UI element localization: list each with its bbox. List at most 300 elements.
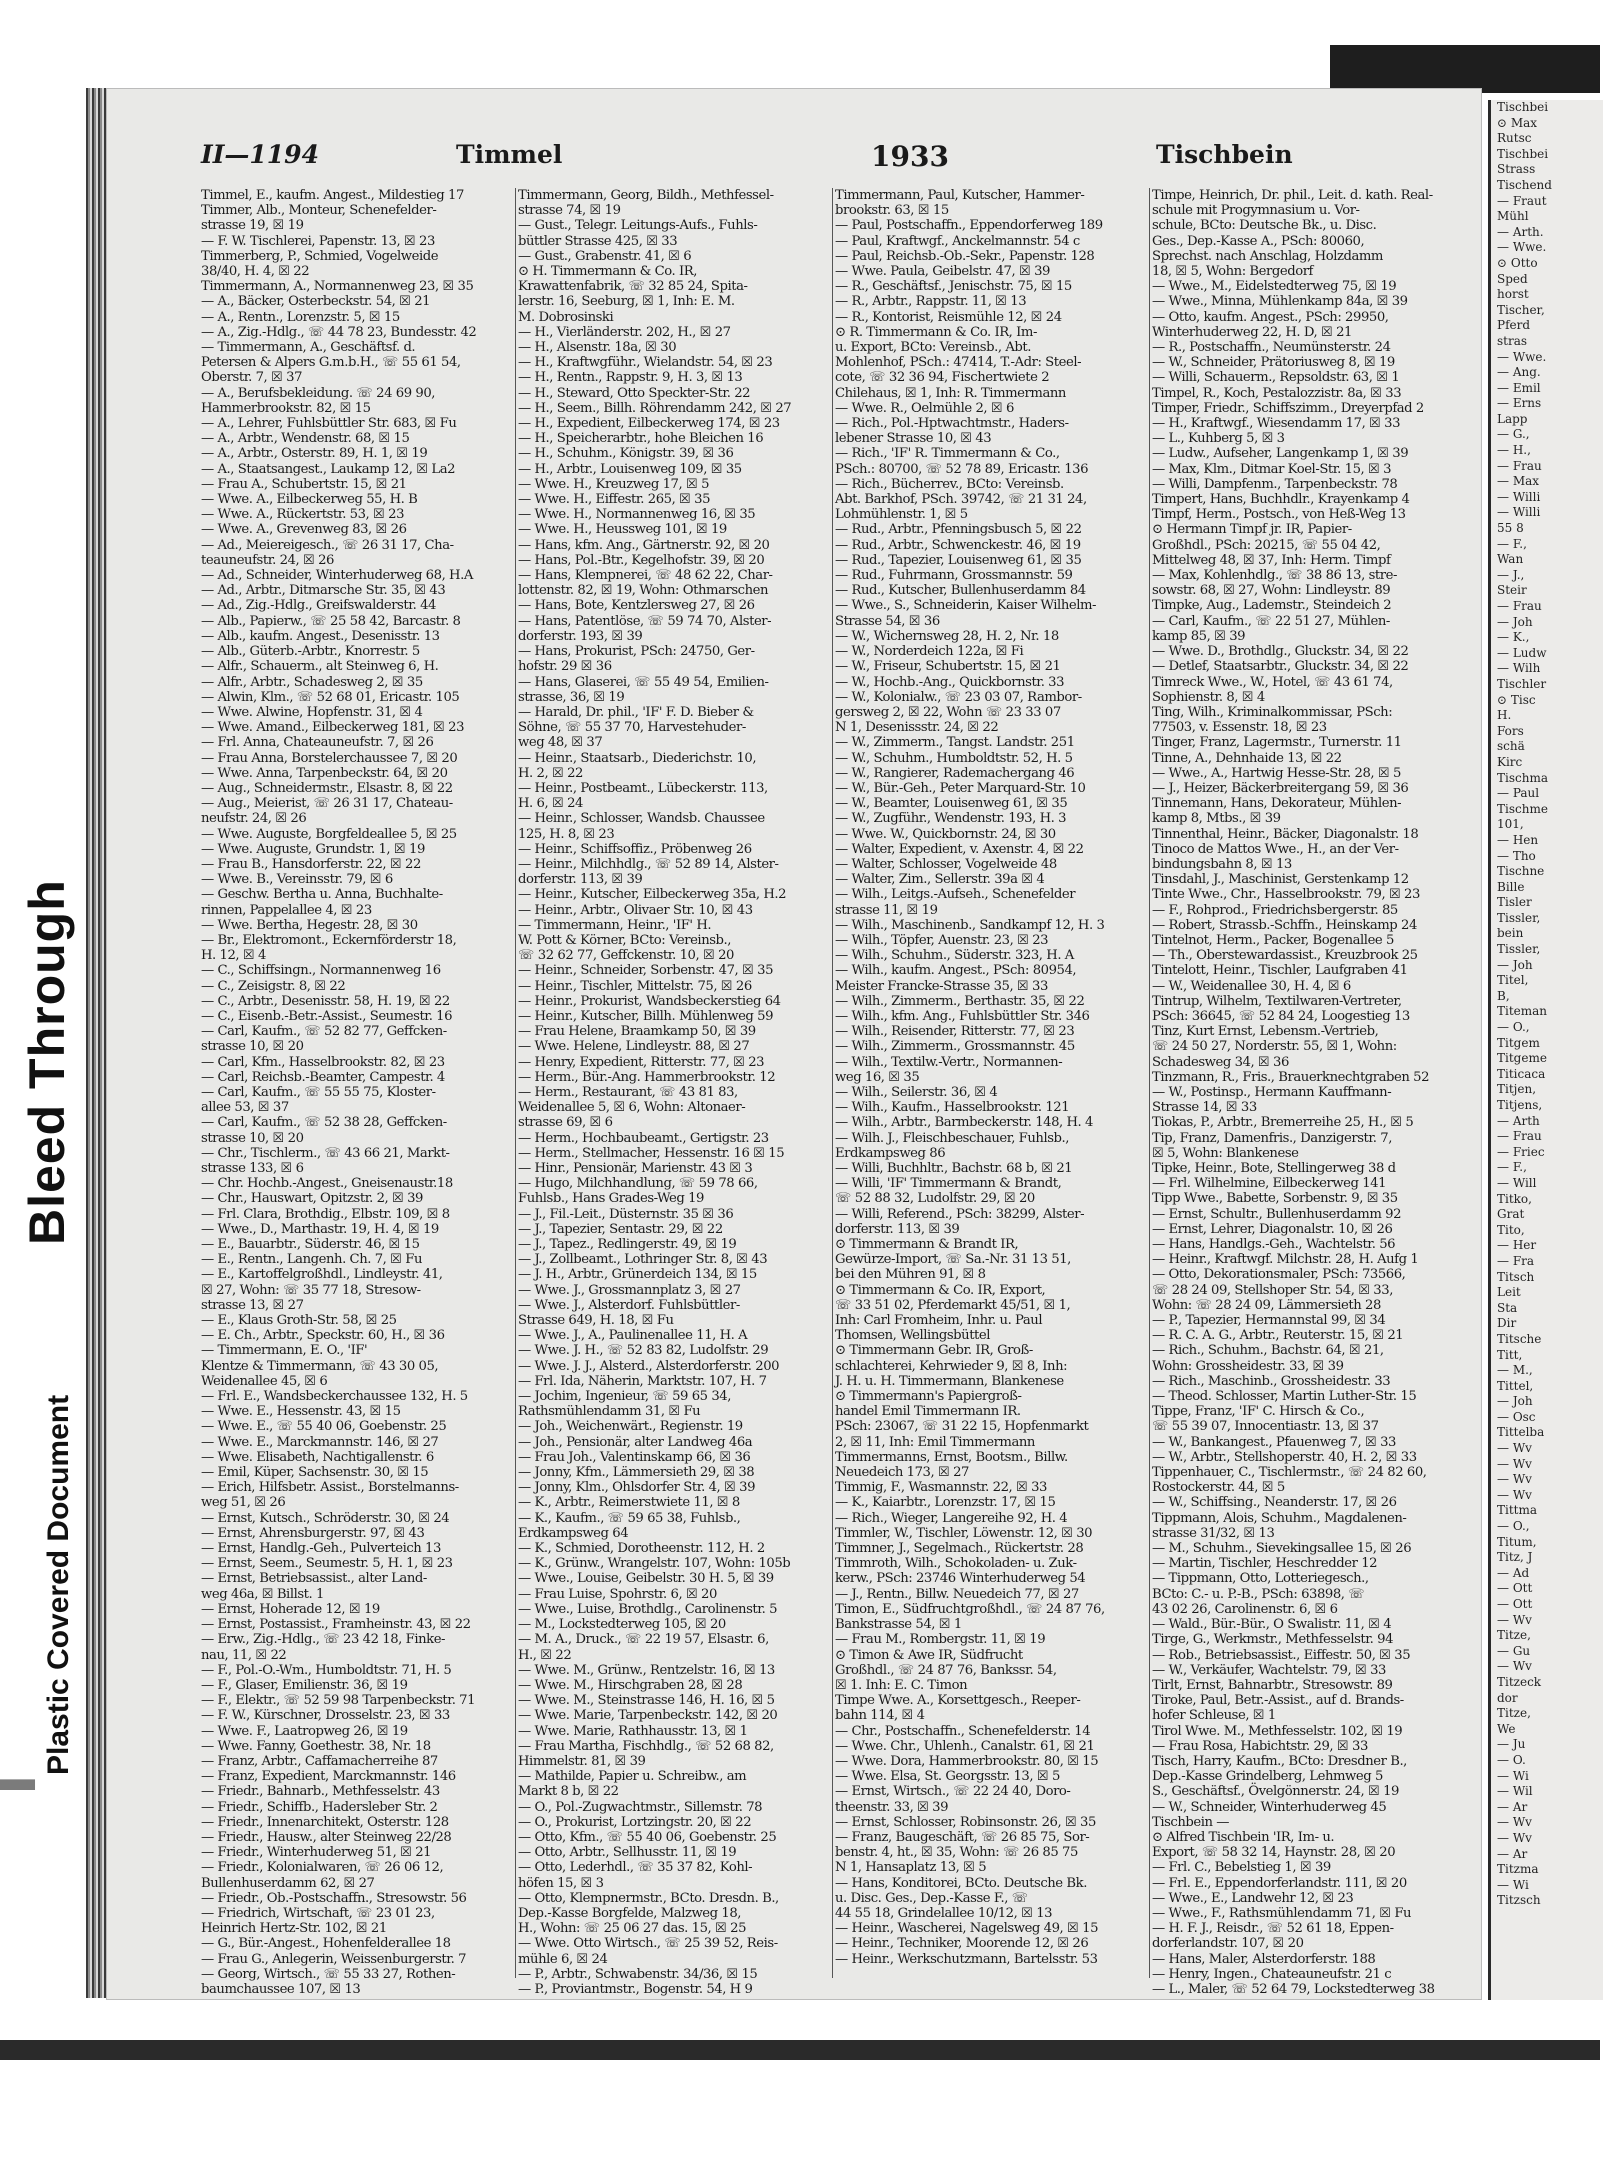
directory-entry: allee 53, ☒ 37: [201, 1100, 289, 1116]
fragment-line: Grat: [1497, 1207, 1525, 1222]
directory-entry: Bankstrasse 54, ☒ 1: [835, 1617, 962, 1633]
fragment-line: Tissler,: [1497, 942, 1541, 957]
fragment-line: Tittma: [1497, 1503, 1538, 1518]
directory-entry: nau, 11, ☒ 22: [201, 1647, 287, 1663]
fragment-line: — J.,: [1497, 567, 1525, 582]
directory-entry: — G., Bür.-Angest., Hohenfelderallee 18: [201, 1936, 451, 1952]
directory-entry: — L., Maler, ☏ 52 64 79, Lockstedterweg 38: [1152, 1981, 1435, 1997]
directory-entry: — Hans, Bote, Kentzlersweg 27, ☒ 26: [518, 598, 755, 614]
fragment-line: — Willi: [1497, 489, 1541, 504]
directory-entry: Timmig, F., Wasmannstr. 22, ☒ 33: [835, 1480, 1047, 1496]
directory-entry: — Wilh., Kaufm., Hasselbrookstr. 121: [835, 1100, 1070, 1116]
directory-entry: — Detlef, Staatsarbtr., Gluckstr. 34, ☒ 22: [1152, 659, 1409, 675]
fragment-line: Tischbei: [1497, 100, 1549, 114]
directory-entry: — Wilh., Schuhm., Süderstr. 323, H. A: [835, 948, 1074, 964]
directory-entry: — Robert, Strassb.-Schffn., Heinskamp 24: [1152, 917, 1417, 933]
directory-entry: — Wilh., kaufm. Angest., PSch: 80954,: [835, 963, 1077, 979]
fragment-line: Tischend: [1497, 177, 1552, 192]
directory-entry: weg 51, ☒ 26: [201, 1495, 286, 1511]
page-reference: II—1194: [201, 140, 319, 169]
fragment-line: — O.,: [1497, 1519, 1530, 1534]
directory-entry: — Wwe. Chr., Uhlenh., Canalstr. 61, ☒ 21: [835, 1738, 1095, 1754]
directory-entry: — H., Rentn., Rappstr. 9, H. 3, ☒ 13: [518, 370, 743, 386]
directory-entry: — Heinr., Kutscher, Eilbeckerweg 35a, H.2: [518, 887, 787, 903]
directory-entry: brookstr. 63, ☒ 15: [835, 203, 949, 219]
directory-entry: bahn 114, ☒ 4: [835, 1708, 925, 1724]
directory-entry: — Herm., Restaurant, ☏ 43 81 83,: [518, 1084, 738, 1100]
directory-entry: — Frl. Clara, Brothdig., Elbstr. 109, ☒ 8: [201, 1206, 450, 1222]
directory-entry: Timper, Friedr., Schiffszimm., Dreyerpfad 2: [1152, 400, 1424, 416]
fragment-line: Sta: [1497, 1300, 1518, 1315]
directory-entry: — Hinr., Pensionär, Marienstr. 43 ☒ 3: [518, 1161, 753, 1176]
fragment-line: We: [1497, 1721, 1516, 1736]
adjacent-page-fragment: [1488, 100, 1603, 2000]
directory-entry: PSch: 23067, ☏ 31 22 15, Hopfenmarkt: [835, 1419, 1089, 1435]
directory-entry: kerw., PSch: 23746 Winterhuderweg 54: [835, 1571, 1086, 1587]
directory-entry: — F. W. Tischlerei, Papenstr. 13, ☒ 23: [201, 233, 435, 249]
fragment-line: Titgem: [1497, 1035, 1540, 1050]
directory-entry: — H., Kraftwgführ., Wielandstr. 54, ☒ 23: [518, 355, 773, 371]
fragment-line: — Joh: [1497, 614, 1533, 629]
directory-entry: — Heinr., Staatsarb., Diederichstr. 10,: [518, 750, 757, 766]
fragment-line: — Paul: [1497, 786, 1540, 801]
directory-entry: — Wwe. Alwine, Hopfenstr. 31, ☒ 4: [201, 704, 423, 720]
directory-entry: — Hans, Handlgs.-Geh., Wachtelstr. 56: [1152, 1237, 1396, 1253]
directory-entry: — Wwe. Otto Wirtsch., ☏ 25 39 52, Reis-: [518, 1936, 778, 1952]
directory-entry: — Friedrich, Wirtschaft, ☏ 23 01 23,: [201, 1905, 435, 1921]
fragment-line: Strass: [1497, 162, 1536, 177]
fragment-line: Titz, J: [1497, 1550, 1533, 1565]
directory-entry: — Ernst, Kutsch., Schröderstr. 30, ☒ 24: [201, 1510, 450, 1526]
fragment-line: Dir: [1497, 1316, 1517, 1331]
directory-entry: hofstr. 29 ☒ 36: [518, 659, 612, 675]
fragment-line: — Gu: [1497, 1643, 1531, 1658]
directory-entry: lerstr. 16, Seeburg, ☒ 1, Inh: E. M.: [518, 294, 735, 310]
directory-entry: — Georg, Wirtsch., ☏ 55 33 27, Rothen-: [201, 1966, 456, 1982]
directory-entry: — Carl, Reichsb.-Beamter, Campestr. 4: [201, 1069, 445, 1085]
directory-entry: — C., Eisenb.-Betr.-Assist., Seumestr. 16: [201, 1008, 453, 1024]
directory-entry: — P., Arbtr., Schwabenstr. 34/36, ☒ 15: [518, 1966, 758, 1982]
directory-entry: dorferlandstr. 107, ☒ 20: [1152, 1936, 1304, 1952]
fragment-line: Titsche: [1497, 1331, 1542, 1346]
fragment-line: — O.: [1497, 1752, 1526, 1767]
bottom-black-strip: [0, 2040, 1600, 2060]
fragment-line: — Wv: [1497, 1487, 1532, 1502]
directory-entry: — Friedr., Hausw., alter Steinweg 22/28: [201, 1829, 452, 1845]
directory-entry: J. H. u. H. Timmermann, Blankenese: [835, 1373, 1064, 1389]
directory-entry: — Ernst, Hoherade 12, ☒ 19: [201, 1601, 380, 1617]
directory-entry: — Rud., Arbtr., Schwenckestr. 46, ☒ 19: [835, 537, 1081, 553]
directory-entry: H., Wohn: ☏ 25 06 27 das. 15, ☒ 25: [518, 1921, 747, 1937]
directory-entry: schule mit Progymnasium u. Vor-: [1152, 203, 1360, 219]
directory-entry: — Ernst, Schultr., Bullenhuserdamm 92: [1152, 1206, 1402, 1222]
directory-entry: — C., Schiffsingn., Normannenweg 16: [201, 963, 441, 979]
directory-entry: — Wwe. W., Quickbornstr. 24, ☒ 30: [835, 826, 1056, 842]
directory-entry: — W., Norderdeich 122a, ☒ Fi: [835, 644, 1024, 660]
fragment-line: — Fraut: [1497, 193, 1547, 208]
directory-entry: — Henry, Ingen., Chateauneufstr. 21 c: [1152, 1966, 1392, 1982]
directory-entry: S., Geschäftsf., Övelgönnerstr. 24, ☒ 19: [1152, 1784, 1399, 1800]
directory-entry: ⊙ Timmermann's Papiergroß-: [835, 1389, 1022, 1405]
directory-entry: — Heinr., Milchhdlg., ☏ 52 89 14, Alster-: [518, 856, 779, 872]
directory-entry: — K., Grünw., Wrangelstr. 107, Wohn: 105b: [518, 1556, 791, 1572]
fragment-line: — Frau: [1497, 1129, 1542, 1144]
fragment-line: Bille: [1497, 879, 1525, 894]
directory-entry: strasse 74, ☒ 19: [518, 203, 621, 219]
fragment-line: — Arth: [1497, 1113, 1540, 1128]
directory-entry: — A., Rentn., Lorenzstr. 5, ☒ 15: [201, 309, 400, 325]
directory-entry: — Ad., Meiereigesch., ☏ 26 31 17, Cha-: [201, 537, 454, 553]
directory-entry: Strasse 14, ☒ 33: [1152, 1100, 1257, 1116]
directory-entry: — Wwe., Louise, Geibelstr. 30 H. 5, ☒ 39: [518, 1571, 774, 1587]
directory-entry: 18, ☒ 5, Wohn: Bergedorf: [1152, 264, 1313, 280]
directory-entry: — Wwe. H., Heussweg 101, ☒ 19: [518, 522, 727, 538]
fragment-line: — Osc: [1497, 1409, 1536, 1424]
directory-entry: Timmerberg, P., Schmied, Vogelweide: [201, 248, 439, 264]
directory-entry: — Wwe. A., Eilbeckerweg 55, H. B: [201, 492, 418, 508]
directory-entry: — Rud., Tapezier, Louisenweg 61, ☒ 35: [835, 552, 1082, 568]
directory-entry: — Wwe. E., Marckmannstr. 146, ☒ 27: [201, 1434, 439, 1450]
directory-entry: ☒ 1. Inh: E. C. Timon: [835, 1677, 968, 1693]
fragment-line: stras: [1497, 333, 1528, 348]
directory-entry: — H., Steward, Otto Speckter-Str. 22: [518, 385, 751, 401]
directory-entry: Tirge, G., Werkmstr., Methfesselstr. 94: [1152, 1632, 1394, 1648]
directory-entry: mühle 6, ☒ 24: [518, 1951, 608, 1967]
fragment-line: — Ju: [1497, 1737, 1526, 1752]
fragment-line: Titze,: [1497, 1628, 1531, 1643]
directory-entry: Tippenhauer, C., Tischlermstr., ☏ 24 82 60,: [1152, 1465, 1427, 1481]
directory-entry: — Frau Martha, Fischhdlg., ☏ 52 68 82,: [518, 1738, 774, 1754]
directory-entry: strasse 31/32, ☒ 13: [1152, 1525, 1275, 1541]
directory-entry: — Frl. E., Eppendorferlandstr. 111, ☒ 20: [1152, 1875, 1407, 1891]
fragment-line: Lapp: [1497, 411, 1528, 426]
directory-entry: — Otto, Arbtr., Sellhusstr. 11, ☒ 19: [518, 1845, 737, 1861]
directory-entry: — Wwe. Elisabeth, Nachtigallenstr. 6: [201, 1449, 434, 1465]
directory-entry: 125, H. 8, ☒ 23: [518, 826, 615, 842]
directory-entry: — Willi, 'IF' Timmermann & Brandt,: [835, 1176, 1062, 1192]
directory-entry: — Wwe. Amand., Eilbeckerweg 181, ☒ 23: [201, 720, 465, 736]
directory-entry: — Alb., Papierw., ☏ 25 58 42, Barcastr. 8: [201, 613, 461, 629]
fragment-line: Kirc: [1497, 754, 1523, 769]
directory-entry: — Frau B., Hansdorferstr. 22, ☒ 22: [201, 856, 421, 872]
directory-entry: — Heinr., Kutscher, Billh. Mühlenweg 59: [518, 1008, 774, 1024]
directory-entry: weg 16, ☒ 35: [835, 1069, 920, 1085]
directory-entry: — Timmermann, A., Geschäftsf. d.: [201, 340, 416, 356]
fragment-line: Steir: [1497, 583, 1527, 598]
fragment-line: Titgeme: [1497, 1051, 1547, 1066]
fragment-line: — F.,: [1497, 1160, 1527, 1175]
directory-entry: — Wilh., kfm. Ang., Fuhlsbüttler Str. 346: [835, 1008, 1090, 1024]
binding-edge: [86, 88, 106, 1998]
directory-entry: — Ad., Schneider, Winterhuderweg 68, H.A: [201, 568, 473, 584]
directory-entry: — Frau Joh., Valentinskamp 66, ☒ 36: [518, 1449, 751, 1465]
directory-entry: lottenstr. 82, ☒ 19, Wohn: Othmarschen: [518, 583, 769, 599]
directory-entry: Mohlenhof, PSch.: 47414, T.-Adr: Steel-: [835, 355, 1082, 371]
fragment-line: — Max: [1497, 474, 1540, 489]
fragment-line: 55 8: [1497, 521, 1524, 536]
directory-entry: — Paul, Kraftwgf., Anckelmannstr. 54 c: [835, 233, 1080, 249]
directory-entry: Timmler, W., Tischler, Löwenstr. 12, ☒ 30: [835, 1525, 1093, 1541]
fragment-line: — Wwe.: [1497, 240, 1547, 255]
directory-entry: — Otto, Klempnermstr., BCto. Dresdn. B.,: [518, 1890, 779, 1906]
directory-entry: ⊙ Timon & Awe IR, Südfrucht: [835, 1647, 1023, 1663]
directory-entry: — Wwe., E., Landwehr 12, ☒ 23: [1152, 1890, 1354, 1906]
directory-entry: — Alb., Güterb.-Arbtr., Knorrestr. 5: [201, 644, 420, 660]
directory-entry: — E. Ch., Arbtr., Speckstr. 60, H., ☒ 36: [201, 1328, 445, 1344]
fragment-line: — Wv: [1497, 1612, 1532, 1627]
directory-entry: — Wwe. Auguste, Grundstr. 1, ☒ 19: [201, 841, 425, 857]
directory-entry: — Wwe. J., A., Paulinenallee 11, H. A: [518, 1328, 748, 1344]
directory-entry: ⊙ Alfred Tischbein 'IR, Im- u.: [1152, 1829, 1335, 1845]
directory-entry: — Rud., Arbtr., Pfenningsbusch 5, ☒ 22: [835, 522, 1082, 538]
directory-entry: — Wald., Bür.-Bür., O Swalistr. 11, ☒ 4: [1152, 1617, 1392, 1633]
directory-entry: — Franz, Arbtr., Caffamacherreihe 87: [201, 1753, 438, 1769]
directory-entry: u. Disc. Ges., Dep.-Kasse F., ☏: [835, 1890, 1028, 1906]
directory-entry: — Rich., Bücherrev., BCto: Vereinsb.: [835, 476, 1064, 492]
directory-entry: H. 6, ☒ 24: [518, 796, 583, 812]
directory-entry: Weidenallee 5, ☒ 6, Wohn: Altonaer-: [518, 1100, 746, 1116]
directory-entry: Tinnenthal, Heinr., Bäcker, Diagonalstr. 18: [1152, 826, 1419, 842]
directory-entry: Markt 8 b, ☒ 22: [518, 1784, 619, 1800]
directory-entry: bindungsbahn 8, ☒ 13: [1152, 856, 1292, 872]
fragment-line: — Her: [1497, 1238, 1537, 1253]
directory-entry: Timpf, Herm., Postsch., von Heß-Weg 13: [1152, 507, 1406, 523]
fragment-line: Titsch: [1497, 1269, 1535, 1284]
directory-entry: N 1, Desenissstr. 24, ☒ 22: [835, 720, 999, 736]
fragment-line: — Ott: [1497, 1597, 1533, 1611]
directory-entry: kamp 8, Mtbs., ☒ 39: [1152, 811, 1281, 827]
directory-entry: Klentze & Timmermann, ☏ 43 30 05,: [201, 1358, 439, 1374]
directory-entry: ☏ 32 62 77, Geffckenstr. 10, ☒ 20: [518, 948, 734, 964]
directory-entry: — Hans, Konditorei, BCto. Deutsche Bk.: [835, 1875, 1087, 1891]
directory-entry: Tintelott, Heinr., Tischler, Laufgraben 41: [1152, 963, 1408, 979]
directory-entry: — Hans, Glaserei, ☏ 55 49 54, Emilien-: [518, 674, 769, 690]
directory-entry: — Wwe. Bertha, Hegestr. 28, ☒ 30: [201, 917, 418, 933]
fragment-line: — Wilh: [1497, 661, 1541, 676]
directory-entry: — Geschw. Bertha u. Anna, Buchhalte-: [201, 887, 443, 903]
directory-entry: — Heinr., Prokurist, Wandsbeckerstieg 64: [518, 993, 781, 1009]
directory-entry: Ting, Wilh., Kriminalkommissar, PSch:: [1152, 704, 1393, 720]
directory-entry: weg 48, ☒ 37: [518, 735, 603, 751]
directory-entry: — H., Schuhm., Königstr. 39, ☒ 36: [518, 446, 734, 462]
directory-entry: — Hans, Maler, Alsterdorferstr. 188: [1152, 1951, 1376, 1967]
directory-columns: [201, 188, 1461, 1997]
directory-page: [106, 88, 1482, 2000]
directory-entry: — Wwe. E., Hessenstr. 43, ☒ 15: [201, 1404, 401, 1420]
directory-entry: — W., Schiffsing., Neanderstr. 17, ☒ 26: [1152, 1495, 1397, 1511]
directory-entry: cote, ☏ 32 36 94, Fischertwiete 2: [835, 370, 1050, 386]
directory-entry: — Willi, Buchhltr., Bachstr. 68 b, ☒ 21: [835, 1161, 1073, 1176]
plastic-covered-label: Plastic Covered Document: [42, 1394, 75, 1775]
fragment-line: — Wwe.: [1497, 349, 1547, 364]
fragment-line: — Arth.: [1497, 224, 1544, 239]
directory-entry: Tinsdahl, J., Maschinist, Gerstenkamp 12: [1152, 872, 1409, 888]
directory-entry: — Friedr., Winterhuderweg 51, ☒ 21: [201, 1845, 432, 1861]
directory-entry: — Frau Anna, Borstelerchaussee 7, ☒ 20: [201, 750, 458, 766]
directory-entry: — Frau Rosa, Habichtstr. 29, ☒ 33: [1152, 1738, 1368, 1754]
first-entry-word: Timmel: [456, 140, 563, 169]
directory-entry: — Walter, Expedient, v. Axenstr. 4, ☒ 22: [835, 841, 1084, 857]
directory-entry: — Friedr., Innenarchitekt, Osterstr. 128: [201, 1814, 449, 1830]
directory-entry: Tinger, Franz, Lagermstr., Turnerstr. 11: [1152, 735, 1402, 751]
directory-entry: — Rich., Wieger, Langereihe 92, H. 4: [835, 1510, 1068, 1526]
fragment-line: — Tho: [1497, 848, 1536, 863]
directory-entry: — Ernst, Lehrer, Diagonalstr. 10, ☒ 26: [1152, 1221, 1393, 1237]
directory-entry: Tinzmann, R., Fris., Brauerknechtgraben 52: [1152, 1069, 1430, 1085]
directory-entry: — Frl. C., Bebelstieg 1, ☒ 39: [1152, 1860, 1331, 1876]
directory-entry: — Wwe. Anna, Tarpenbeckstr. 64, ☒ 20: [201, 765, 448, 781]
directory-entry: ☏ 33 51 02, Pferdemarkt 45/51, ☒ 1,: [835, 1297, 1071, 1313]
directory-entry: — Walter, Schlosser, Vogelweide 48: [835, 856, 1057, 872]
directory-entry: — Carl, Kaufm., ☏ 52 38 28, Geffcken-: [201, 1115, 447, 1131]
directory-entry: — Wilh., Seilerstr. 36, ☒ 4: [835, 1084, 998, 1100]
directory-entry: — Chr., Postschaffn., Schenefelderstr. 14: [835, 1723, 1091, 1739]
fragment-line: Titko,: [1497, 1191, 1532, 1206]
fragment-line: — Wv: [1497, 1441, 1532, 1456]
directory-entry: Tinte Wwe., Chr., Hasselbrookstr. 79, ☒ 23: [1152, 887, 1420, 903]
directory-entry: — Walter, Zim., Sellerstr. 39a ☒ 4: [835, 872, 1045, 888]
fragment-line: Titum,: [1497, 1534, 1537, 1549]
directory-entry: M. Dobrosinski: [518, 309, 614, 325]
directory-entry: — Wilh., Zimmerm., Berthastr. 35, ☒ 22: [835, 993, 1085, 1009]
bleed-through-label: Bleed Through: [19, 879, 75, 1245]
directory-entry: — Herm., Bür.-Ang. Hammerbrookstr. 12: [518, 1069, 776, 1085]
last-entry-word: Tischbein: [1156, 140, 1293, 169]
fragment-line: Titel,: [1497, 973, 1529, 988]
directory-entry: sowstr. 68, ☒ 27, Wohn: Lindleystr. 89: [1152, 583, 1391, 599]
directory-entry: BCto: C.- u. P.-B., PSch: 63898, ☏: [1152, 1586, 1365, 1602]
directory-entry: — Wwe. M., Grünw., Rentzelstr. 16, ☒ 13: [518, 1662, 775, 1678]
directory-entry: — Aug., Schneidermstr., Elsastr. 8, ☒ 22: [201, 780, 453, 796]
directory-entry: — F. W., Kürschner, Drosselstr. 23, ☒ 33: [201, 1708, 450, 1724]
fragment-line: — Ar: [1497, 1799, 1528, 1814]
directory-entry: — Willi, Referend., PSch: 38299, Alster-: [835, 1206, 1085, 1222]
directory-entry: Tinz, Kurt Ernst, Lebensm.-Vertrieb,: [1152, 1024, 1379, 1040]
fragment-line: — F.,: [1497, 536, 1527, 551]
directory-entry: — Ernst, Schlosser, Robinsonstr. 26, ☒ 35: [835, 1814, 1096, 1830]
directory-entry: ☏ 24 50 27, Norderstr. 55, ☒ 1, Wohn:: [1152, 1039, 1397, 1055]
directory-entry: — Hans, kfm. Ang., Gärtnerstr. 92, ☒ 20: [518, 537, 770, 553]
directory-entry: — W., Schneider, Winterhuderweg 45: [1152, 1799, 1387, 1815]
directory-entry: — Joh., Pensionär, alter Landweg 46a: [518, 1434, 753, 1450]
directory-entry: ⊙ R. Timmermann & Co. IR, Im-: [835, 324, 1037, 340]
directory-entry: — Wwe. Paula, Geibelstr. 47, ☒ 39: [835, 264, 1050, 280]
directory-entry: — Wwe. Marie, Rathhausstr. 13, ☒ 1: [518, 1723, 748, 1739]
directory-entry: — Otto, Lederhdl., ☏ 35 37 82, Kohl-: [518, 1860, 753, 1876]
directory-entry: schlachterei, Kehrwieder 9, ☒ 8, Inh:: [835, 1358, 1068, 1374]
directory-entry: — Rud., Kutscher, Bullenhuserdamm 84: [835, 583, 1086, 599]
directory-entry: — R., Arbtr., Rappstr. 11, ☒ 13: [835, 294, 1027, 310]
directory-entry: — Wilh., Töpfer, Auenstr. 23, ☒ 23: [835, 932, 1049, 948]
fragment-line: — H.,: [1497, 443, 1531, 458]
directory-entry: gersweg 2, ☒ 22, Wohn ☏ 23 33 07: [835, 704, 1061, 720]
fragment-line: Wan: [1497, 552, 1524, 567]
directory-entry: — Hans, Prokurist, PSch: 24750, Ger-: [518, 644, 755, 660]
directory-entry: Sophienstr. 8, ☒ 4: [1152, 689, 1265, 705]
directory-entry: Tippe, Franz, 'IF' C. Hirsch & Co.,: [1152, 1404, 1365, 1420]
fragment-line: schä: [1497, 739, 1525, 754]
fragment-line: Titjens,: [1497, 1098, 1543, 1112]
directory-entry: — J. H., Arbtr., Grünerdeich 134, ☒ 15: [518, 1267, 757, 1283]
directory-entry: — Wwe. J. H., ☏ 52 83 82, Ludolfstr. 29: [518, 1343, 769, 1359]
directory-entry: Fuhlsb., Hans Grades-Weg 19: [518, 1191, 704, 1207]
fragment-line: — G.,: [1497, 427, 1530, 442]
directory-entry: — E., Kartoffelgroßhdl., Lindleystr. 41,: [201, 1267, 443, 1283]
directory-entry: — Gust., Grabenstr. 41, ☒ 6: [518, 248, 692, 264]
directory-entry: H., ☒ 22: [518, 1647, 572, 1663]
fragment-line: horst: [1497, 287, 1529, 302]
directory-entry: — H., Seem., Billh. Röhrendamm 242, ☒ 27: [518, 400, 792, 416]
fragment-line: ⊙ Tisc: [1497, 692, 1536, 707]
directory-entry: Timpe, Heinrich, Dr. phil., Leit. d. kath. Real-: [1152, 188, 1433, 203]
directory-entry: ☏ 52 88 32, Ludolfstr. 29, ☒ 20: [835, 1191, 1035, 1207]
directory-entry: Timmermann, A., Normannenweg 23, ☒ 35: [201, 279, 474, 295]
directory-entry: — L., Kuhberg 5, ☒ 3: [1152, 431, 1285, 447]
directory-entry: — Wwe. J., Grossmannplatz 3, ☒ 27: [518, 1282, 741, 1298]
ghost-label: ▌: [0, 1768, 33, 1790]
directory-entry: Tinnemann, Hans, Dekorateur, Mühlen-: [1152, 796, 1402, 812]
directory-entry: — Hans, Klempnerei, ☏ 48 62 22, Char-: [518, 568, 773, 584]
directory-entry: — Frau A., Schubertstr. 15, ☒ 21: [201, 476, 407, 492]
directory-entry: — Wilh., Arbtr., Barmbeckerstr. 148, H. 4: [835, 1115, 1093, 1131]
fragment-line: — Ad: [1497, 1565, 1530, 1580]
directory-entry: — Rob., Betriebsassist., Eiffestr. 50, ☒ 35: [1152, 1647, 1411, 1663]
directory-entry: — Chr., Hauswart, Opitzstr. 2, ☒ 39: [201, 1191, 423, 1207]
directory-entry: — Wwe. E., ☏ 55 40 06, Goebenstr. 25: [201, 1419, 447, 1435]
fragment-line: Leit: [1497, 1285, 1521, 1300]
directory-entry: ⊙ Timmermann Gebr. IR, Groß-: [835, 1343, 1033, 1359]
directory-entry: — Wwe. Marie, Tarpenbeckstr. 142, ☒ 20: [518, 1708, 778, 1724]
directory-entry: — Ludw., Aufseher, Langenkamp 1, ☒ 39: [1152, 446, 1409, 462]
directory-entry: dorferstr. 113, ☒ 39: [835, 1221, 960, 1237]
directory-entry: strasse 19, ☒ 19: [201, 218, 304, 234]
directory-entry: — A., Arbtr., Wendenstr. 68, ☒ 15: [201, 431, 410, 447]
directory-entry: — Frl. Anna, Chateauneufstr. 7, ☒ 26: [201, 735, 434, 751]
directory-entry: — Frau G., Anlegerin, Weissenburgerstr. 7: [201, 1951, 467, 1967]
fragment-line: Tischbei: [1497, 146, 1549, 161]
directory-entry: ☏ 28 24 09, Stellshoper Str. 54, ☒ 33,: [1152, 1282, 1393, 1298]
directory-entry: Timmermann, Paul, Kutscher, Hammer-: [835, 188, 1085, 203]
directory-entry: — E., Klaus Groth-Str. 58, ☒ 25: [201, 1313, 397, 1329]
directory-entry: — Alfr., Arbtr., Schadesweg 2, ☒ 35: [201, 674, 423, 690]
directory-entry: — Paul, Reichsb.-Ob.-Sekr., Papenstr. 128: [835, 248, 1095, 264]
directory-entry: — F., Pol.-O.-Wm., Humboldtstr. 71, H. 5: [201, 1662, 452, 1678]
directory-entry: strasse 133, ☒ 6: [201, 1161, 304, 1176]
fragment-line: Titt,: [1497, 1347, 1523, 1362]
directory-entry: — H., Arbtr., Louisenweg 109, ☒ 35: [518, 461, 742, 477]
directory-entry: 43 02 26, Carolinenstr. 6, ☒ 6: [1152, 1601, 1338, 1617]
directory-entry: — Wwe. Elsa, St. Georgsstr. 13, ☒ 5: [835, 1769, 1060, 1785]
directory-entry: — Paul, Postschaffn., Eppendorferweg 189: [835, 218, 1103, 234]
directory-entry: — F., Rohprod., Friedrichsbergerstr. 85: [1152, 902, 1398, 918]
fragment-line: Tito,: [1497, 1222, 1525, 1237]
directory-entry: Strasse 649, H. 18, ☒ Fu: [518, 1313, 674, 1329]
directory-entry: Timmer, Alb., Monteur, Schenefelder-: [201, 203, 437, 219]
directory-entry: Export, ☏ 58 32 14, Haynstr. 28, ☒ 20: [1152, 1845, 1396, 1861]
fragment-line: B,: [1497, 988, 1510, 1003]
directory-entry: Gewürze-Import, ☏ Sa.-Nr. 31 13 51,: [835, 1252, 1071, 1268]
directory-entry: — M. A., Druck., ☏ 22 19 57, Elsastr. 6,: [518, 1632, 769, 1648]
directory-entry: — Wwe., Luise, Brothdlg., Carolinenstr. 5: [518, 1601, 778, 1617]
directory-entry: — Rud., Fuhrmann, Grossmannstr. 59: [835, 568, 1073, 584]
directory-entry: strasse 10, ☒ 20: [201, 1130, 304, 1146]
directory-entry: — Heinr., Werkschutzmann, Bartelsstr. 53: [835, 1951, 1098, 1967]
directory-entry: — Wilh., Zimmerm., Grossmannstr. 45: [835, 1039, 1075, 1055]
directory-entry: theenstr. 33, ☒ 39: [835, 1799, 949, 1815]
fragment-line: — Wv: [1497, 1830, 1532, 1845]
fragment-line: — Wv: [1497, 1659, 1532, 1674]
directory-entry: strasse, 36, ☒ 19: [518, 689, 625, 705]
